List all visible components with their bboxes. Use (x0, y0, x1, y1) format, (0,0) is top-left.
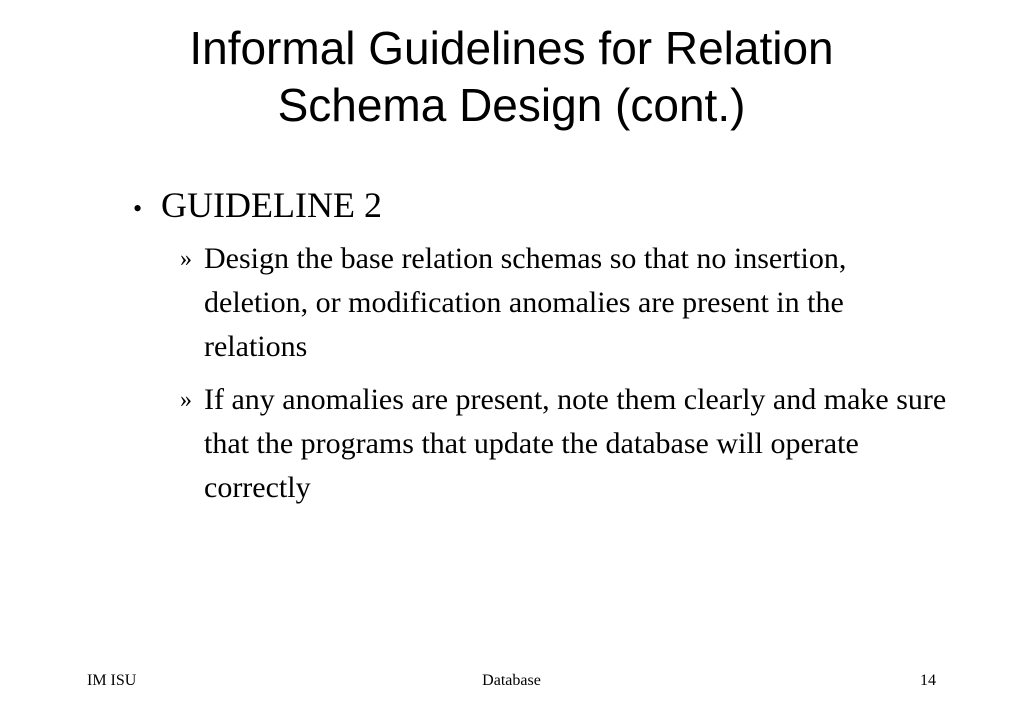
sub-bullet-marker: » (180, 387, 192, 413)
main-bullet (133, 181, 382, 233)
footer-left-label: IM ISU (87, 672, 137, 689)
footer-center-label: Database (482, 672, 541, 689)
slide-footer (0, 671, 1023, 695)
slide-title-line: Informal Guidelines for Relation (189, 22, 834, 74)
main-bullet-text: GUIDELINE 2 (161, 185, 382, 225)
sub-bullet-text: Design the base relation schemas so that no insertion, deletion, or modification anomalies are present in the relations (204, 242, 847, 363)
sub-bullet-item (180, 237, 950, 369)
sub-bullet-item (180, 378, 950, 510)
sub-bullet-marker: » (180, 246, 192, 272)
footer-page-number: 14 (920, 672, 936, 689)
bullet-marker: • (133, 194, 143, 223)
slide-title-line: Schema Design (cont.) (277, 79, 746, 131)
sub-bullet-text: If any anomalies are present, note them clearly and make sure that the programs that update the database will operate correctly (204, 383, 947, 504)
